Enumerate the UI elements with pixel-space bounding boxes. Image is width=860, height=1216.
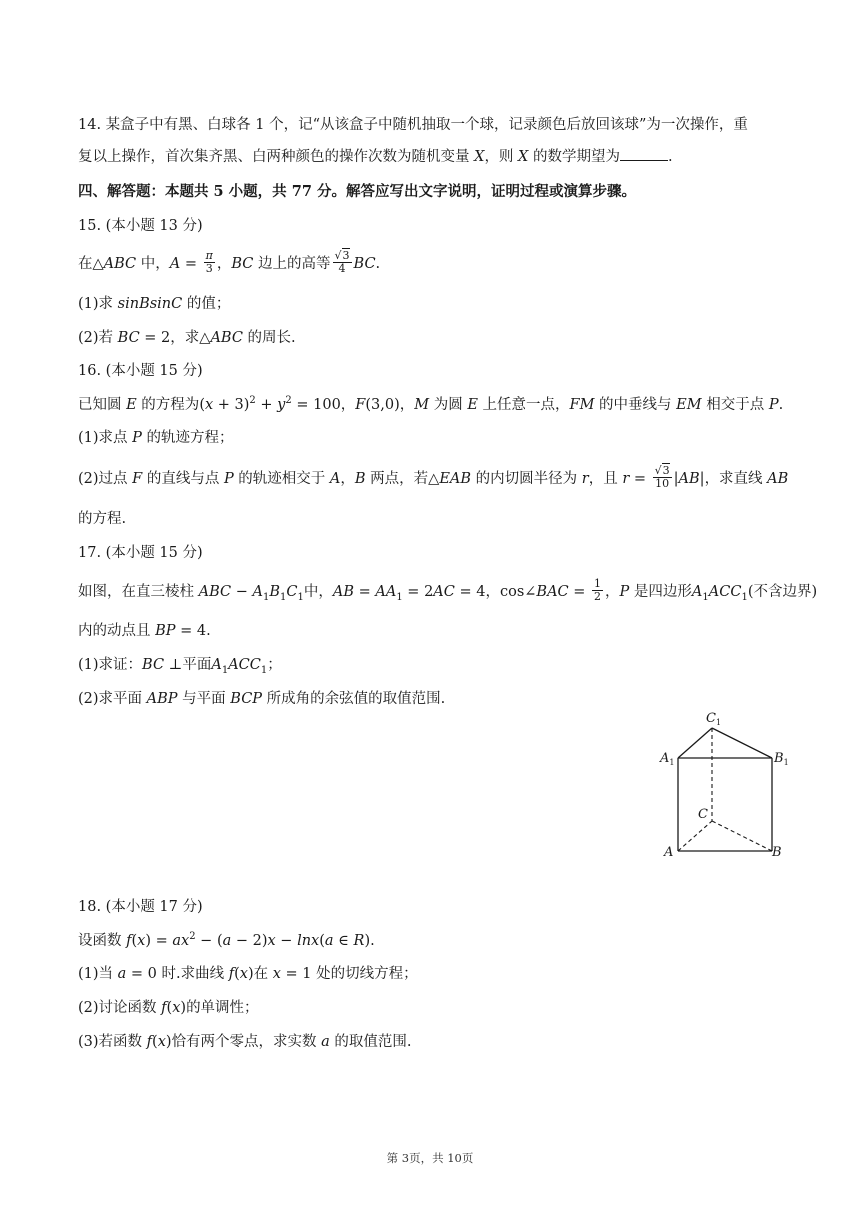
q18-part1: (1)当 a = 0 时.求曲线 f(x)在 x = 1 处的切线方程； [78,966,418,982]
q15-title: 15. (本小题 13 分) [78,218,203,234]
q17-stem: 如图，在直三棱柱 ABC − $A_1B_1C_1$中，AB = $AA_1 = 2AC = 4$，cos∠BAC = $\frac{1}{2}$ ，P 是四边形$A_1ACC_1$(不含边界) [78,577,818,603]
q16-part2-cont: 的方程. [78,511,127,527]
q18-part3: (3)若函数 f(x)恰有两个零点，求实数 a 的取值范围. [78,1034,412,1050]
q15-stem: 在△ABC 中，A = $\frac{\pi}{3}$ ，BC 边上的高等 $\frac{√3}{4}$ BC. [78,249,381,275]
label-a1: $A_1$ [660,751,675,767]
q16-part1: (1)求点 P 的轨迹方程； [78,430,234,446]
edge-cb-hidden [712,821,772,851]
q16-title: 16. (本小题 15 分) [78,363,203,379]
q16-part2: (2)过点 F 的直线与点 P 的轨迹相交于 A，B 两点，若△EAB 的内切圆半径为 r，且 r = $\frac{√3}{10}$ |AB|，求直线 AB [78,464,789,490]
q18-stem: 设函数 $f(x) = ax^2 - (a - 2)x - \ln x(a$ ∈ R). [78,931,375,949]
edge-a1c1 [678,728,712,758]
q18-title: 18. (本小题 17 分) [78,899,203,915]
q15-part1: (1)求 sinBsinC 的值； [78,296,231,312]
prism-figure [650,705,800,865]
section-heading: 四、解答题：本题共 5 小题，共 77 分。解答应写出文字说明，证明过程或演算步骤。 [78,183,636,200]
label-b1: $B_1$ [774,751,789,767]
q18-part2: (2)讨论函数 f(x)的单调性； [78,1000,259,1016]
answer-blank [620,148,668,161]
q16-stem: 已知圆 E 的方程为$(x + 3)^2 + y^2 = 100$，F(3,0)，M 为圆 E 上任意一点，FM 的中垂线与 EM 相交于点 P. [78,395,784,413]
q15-part2: (2)若 BC = 2，求△ABC 的周长. [78,330,296,346]
label-c: C [698,807,708,822]
label-a: A [664,845,674,860]
q14-line2: 复以上操作，首次集齐黑、白两种颜色的操作次数为随机变量 X，则 X 的数学期望为 . [78,149,673,165]
label-c1: $C_1$ [706,711,722,727]
q14-line1: 14. 某盒子中有黑、白球各 1 个，记“从该盒子中随机抽取一个球，记录颜色后放回该球”为一次操作，重 [78,117,748,133]
page-footer: 第 3页，共 10页 [386,1151,474,1165]
label-b: B [772,845,782,860]
edge-c1b1 [712,728,772,758]
q17-title: 17. (本小题 15 分) [78,545,203,561]
q17-part2: (2)求平面 ABP 与平面 BCP 所成角的余弦值的取值范围. [78,691,446,707]
q17-part1: (1)求证：BC ⊥平面$A_1ACC_1$； [78,657,282,676]
q17-stem-cont: 内的动点且 BP = 4. [78,623,211,639]
edge-ac-hidden [678,821,712,851]
